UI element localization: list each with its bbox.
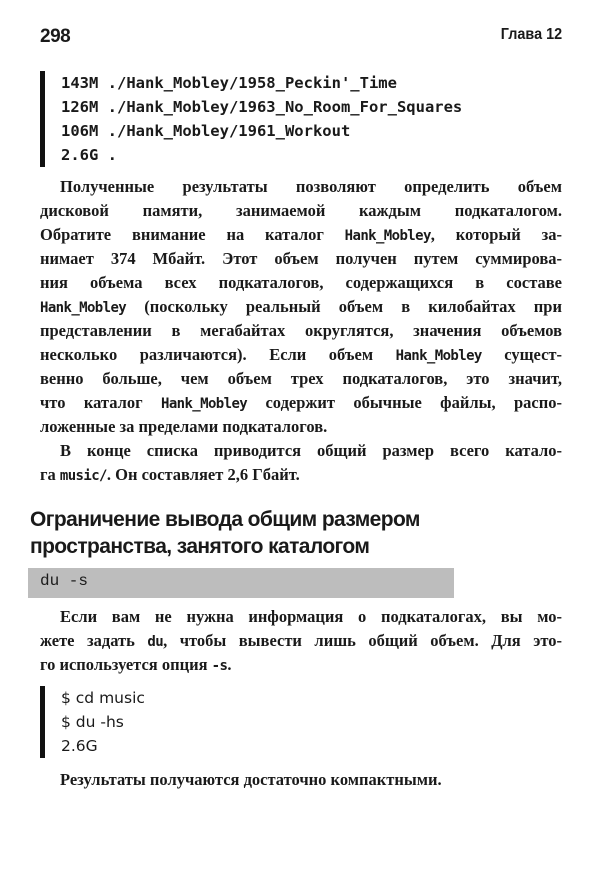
text-line: [40, 415, 562, 439]
code-line: $ cd music: [61, 689, 145, 707]
inline-code: Hank_Mobley: [395, 348, 482, 364]
inline-code: du: [147, 634, 164, 650]
text-segment: го используется опция: [40, 655, 212, 674]
section-heading: [30, 506, 420, 560]
text-line: [40, 768, 562, 792]
paragraph-du-s: [40, 605, 562, 677]
text-line: [40, 295, 562, 319]
code-line: 2.6G .: [61, 146, 117, 164]
text-segment: жете задать: [40, 631, 148, 650]
paragraph-results: [40, 175, 562, 439]
text-line: [40, 463, 562, 487]
code-block-du-output: [40, 71, 462, 167]
text-segment: . Он составляет 2,6 Гбайт.: [106, 465, 300, 484]
text-line: [40, 319, 562, 343]
inline-code: Hank_Mobley: [160, 396, 248, 412]
code-line: 2.6G: [61, 737, 98, 755]
heading-line: Ограничение вывода общим размером: [30, 508, 420, 531]
text-line: [40, 391, 562, 415]
text-segment: что каталог: [40, 393, 161, 412]
text-line: [40, 629, 562, 653]
text-segment: венно больше, чем объем трех подкаталогов, это значит,: [40, 369, 562, 388]
text-segment: Если вам не нужна информация о подкаталогах, вы мо-: [60, 607, 562, 626]
inline-code: -s: [211, 658, 228, 674]
text-line: [40, 439, 562, 463]
text-line: [40, 605, 562, 629]
text-line: [40, 271, 562, 295]
inline-code: Hank_Mobley: [344, 228, 431, 244]
text-line: [40, 247, 562, 271]
chapter-label: Глава 12: [500, 26, 562, 43]
text-segment: (поскольку реальный объем в килобайтах при: [126, 297, 562, 316]
code-line: $ du -hs: [61, 713, 124, 731]
code-line: 106M ./Hank_Mobley/1961_Workout: [61, 122, 351, 140]
text-segment: Обратите внимание на каталог: [40, 225, 345, 244]
text-line: [40, 653, 562, 677]
code-line: 143M ./Hank_Mobley/1958_Peckin'_Time: [61, 74, 397, 92]
text-segment: представлении в мегабайтах округлятся, значения объемов: [40, 321, 562, 340]
text-segment: несколько различаются). Если объем: [40, 345, 396, 364]
command-bar: du -s: [28, 568, 454, 598]
text-segment: сущест-: [481, 345, 562, 364]
text-segment: содержит обычные файлы, распо-: [247, 393, 562, 412]
text-segment: дисковой памяти, занимаемой каждым подкаталогом.: [40, 201, 562, 220]
text-line: [40, 343, 562, 367]
text-line: [40, 175, 562, 199]
text-line: [40, 199, 562, 223]
text-segment: Полученные результаты позволяют определить объем: [60, 177, 562, 196]
text-segment: В конце списка приводится общий размер всего катало-: [60, 441, 562, 460]
text-segment: га: [40, 465, 60, 484]
text-line: [40, 223, 562, 247]
code-block-du-hs: [40, 686, 145, 758]
text-segment: нимает 374 Мбайт. Этот объем получен путем суммирова-: [40, 249, 562, 268]
text-segment: ния объема всех подкаталогов, содержащихся в составе: [40, 273, 562, 292]
code-line: 126M ./Hank_Mobley/1963_No_Room_For_Squares: [61, 98, 463, 116]
text-segment: ложенные за пределами подкаталогов.: [40, 417, 328, 436]
text-segment: , который за-: [430, 225, 562, 244]
text-segment: .: [227, 655, 232, 674]
inline-code: music/: [59, 468, 107, 484]
page-number: 298: [40, 26, 71, 47]
heading-line: пространства, занятого каталогом: [30, 535, 370, 558]
text-segment: Результаты получаются достаточно компактными.: [60, 770, 442, 789]
paragraph-compact: [40, 768, 562, 792]
inline-code: Hank_Mobley: [40, 300, 127, 316]
text-segment: , чтобы вывести лишь общий объем. Для это-: [163, 631, 562, 650]
text-line: [40, 367, 562, 391]
paragraph-total: [40, 439, 562, 487]
